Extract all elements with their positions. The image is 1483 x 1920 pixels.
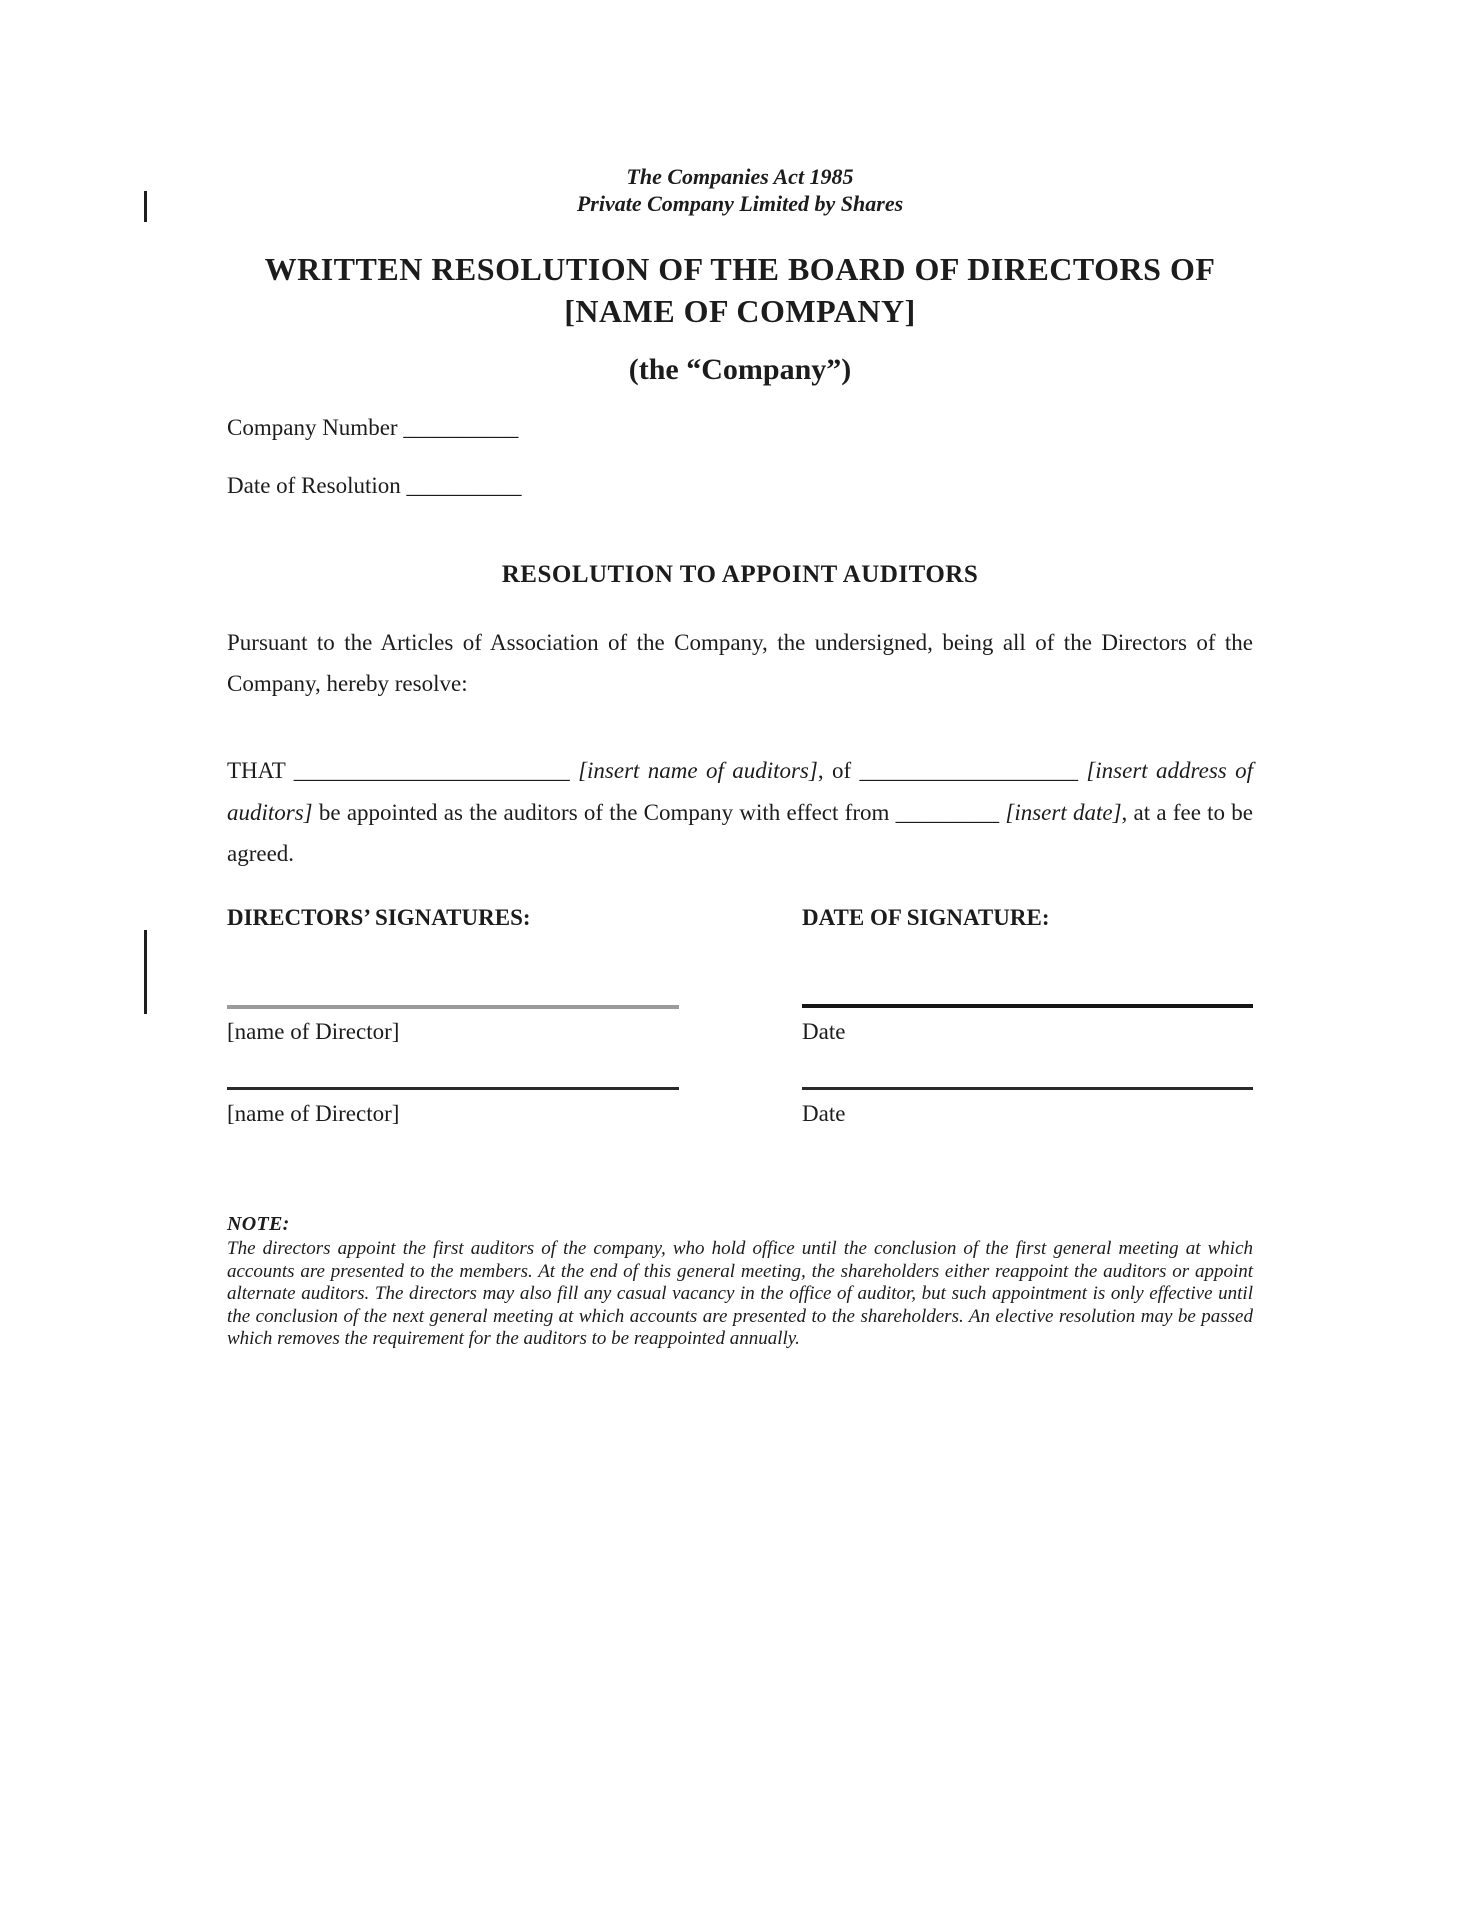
closing-text: , at a fee to be agreed.: [227, 799, 1253, 866]
date-of-signature-heading: DATE OF SIGNATURE:: [802, 905, 1050, 930]
note-section: [227, 1212, 1253, 1351]
date-of-resolution-blank: __________: [406, 473, 522, 498]
company-defined-term: (the “Company”): [628, 353, 852, 386]
act-line: The Companies Act 1985: [626, 164, 854, 189]
revision-bar-top: [144, 191, 147, 222]
auditor-address-blank: ___________________: [859, 758, 1087, 783]
date-line-row2: [802, 1087, 1253, 1090]
document-title: [227, 248, 1253, 332]
insert-address-note: [insert address of auditors]: [227, 758, 1253, 825]
date-of-resolution-label: Date of Resolution: [227, 473, 407, 498]
director-name-label-row1: [name of Director]: [227, 1019, 400, 1044]
title-line-1: WRITTEN RESOLUTION OF THE BOARD OF DIRECTORS OF: [264, 251, 1216, 287]
auditor-name-blank: ________________________: [293, 758, 579, 783]
date-label-row1: Date: [802, 1019, 846, 1044]
insert-date-note: [insert date]: [1005, 799, 1122, 825]
company-type-line: Private Company Limited by Shares: [576, 191, 904, 216]
company-number-blank: __________: [403, 415, 519, 440]
company-number-label: Company Number: [227, 415, 404, 440]
date-line-row1: [802, 1004, 1253, 1008]
appointment-text: be appointed as the auditors of the Company with effect from: [312, 799, 896, 825]
note-body: The directors appoint the first auditors of the company, who hold office until the conclusion of the first general meeting at which accounts are presented to the members. At the end of this general meeting, the shareholders either reappoint the auditors or appoint alternate auditors. The directors may also fill any casual vacancy in the office of auditor, but such appointment is only effective until the conclusion of the next general meeting at which accounts are presented to the shareholders. An elective resolution may be passed which removes the requirement for the auditors to be reappointed annually.: [227, 1238, 1253, 1349]
connector-of: , of: [817, 758, 860, 783]
insert-name-note: [insert name of auditors]: [578, 758, 818, 783]
directors-signatures-heading: DIRECTORS’ SIGNATURES:: [227, 905, 531, 930]
signature-line-row1: [227, 1005, 679, 1009]
signature-line-row2: [227, 1087, 679, 1090]
resolution-heading: RESOLUTION TO APPOINT AUDITORS: [501, 561, 979, 588]
note-heading: NOTE:: [227, 1213, 290, 1235]
that-lead: THAT: [227, 758, 294, 783]
date-of-resolution-field: [227, 472, 1253, 499]
director-name-label-row2: [name of Director]: [227, 1101, 400, 1126]
that-clause: [227, 750, 1253, 875]
revision-bar-signatures: [144, 930, 147, 1014]
intro-paragraph: Pursuant to the Articles of Association of the Company, the undersigned, being all of the Directors of the Company, hereby resolve:: [227, 630, 1253, 696]
statute-header: [227, 163, 1253, 217]
effective-date-blank: _________: [895, 799, 1006, 825]
company-number-field: [227, 414, 1253, 441]
title-line-2: [NAME OF COMPANY]: [564, 293, 916, 329]
date-label-row2: Date: [802, 1101, 846, 1126]
